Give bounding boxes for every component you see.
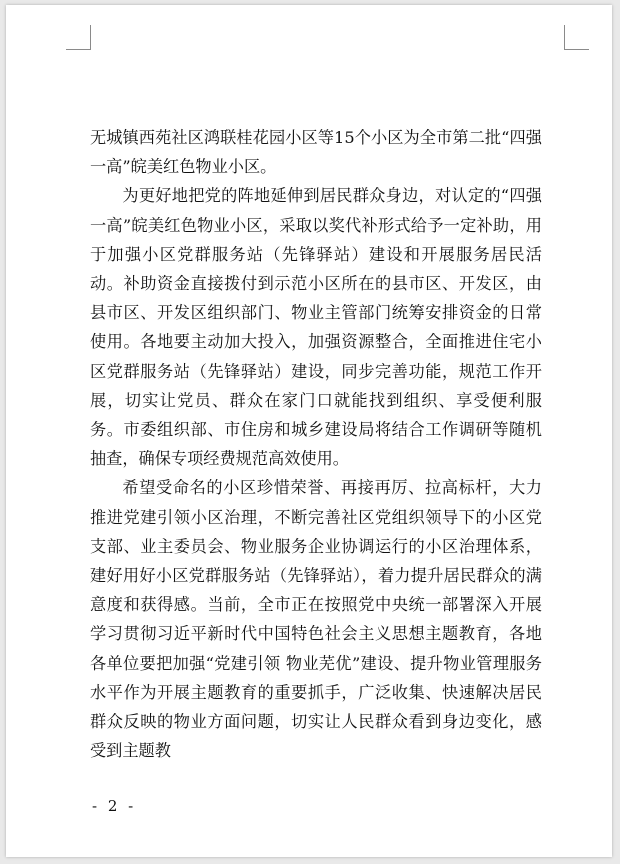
document-body [90,123,542,765]
paragraph-expectations: 希望受命名的小区珍惜荣誉、再接再厉、拉高标杆，大力推进党建引领小区治理，不断完善社区党组织领导下的小区党支部、业主委员会、物业服务企业协调运行的小区治理体系，建好用好小区党群服务站（先锋驿站），着力提升居民群众的满意度和获得感。当前，全市正在按照党中央统一部署深入开展学习贯彻习近平新时代中国特色社会主义思想主题教育，各地各单位要把加强“党建引领 物业芜优”建设、提升物业管理服务水平作为开展主题教育的重要抓手，广泛收集、快速解决居民群众反映的物业方面问题，切实让人民群众看到身边变化，感受到主题教 [90,478,542,761]
paragraph-subsidy: 为更好地把党的阵地延伸到居民群众身边，对认定的“四强一高”皖美红色物业小区，采取以奖代补形式给予一定补助，用于加强小区党群服务站（先锋驿站）建设和开展服务居民活动。补助资金直接拨付到示范小区所在的县市区、开发区，由县市区、开发区组织部门、物业主管部门统筹安排资金的日常使用。各地要主动加大投入，加强资源整合，全面推进住宅小区党群服务站（先锋驿站）建设，同步完善功能，规范工作开展，切实让党员、群众在家门口就能找到组织、享受便利服务。市委组织部、市住房和城乡建设局将结合工作调研等随机抽查，确保专项经费规范高效使用。 [90,186,542,469]
crop-mark-top-right [564,25,589,50]
crop-mark-top-left [66,25,91,50]
paragraph-continued: 无城镇西苑社区鸿联桂花园小区等15个小区为全市第二批“四强一高”皖美红色物业小区。 [90,128,542,177]
document-page [6,5,612,857]
page-number: - 2 - [92,797,137,815]
